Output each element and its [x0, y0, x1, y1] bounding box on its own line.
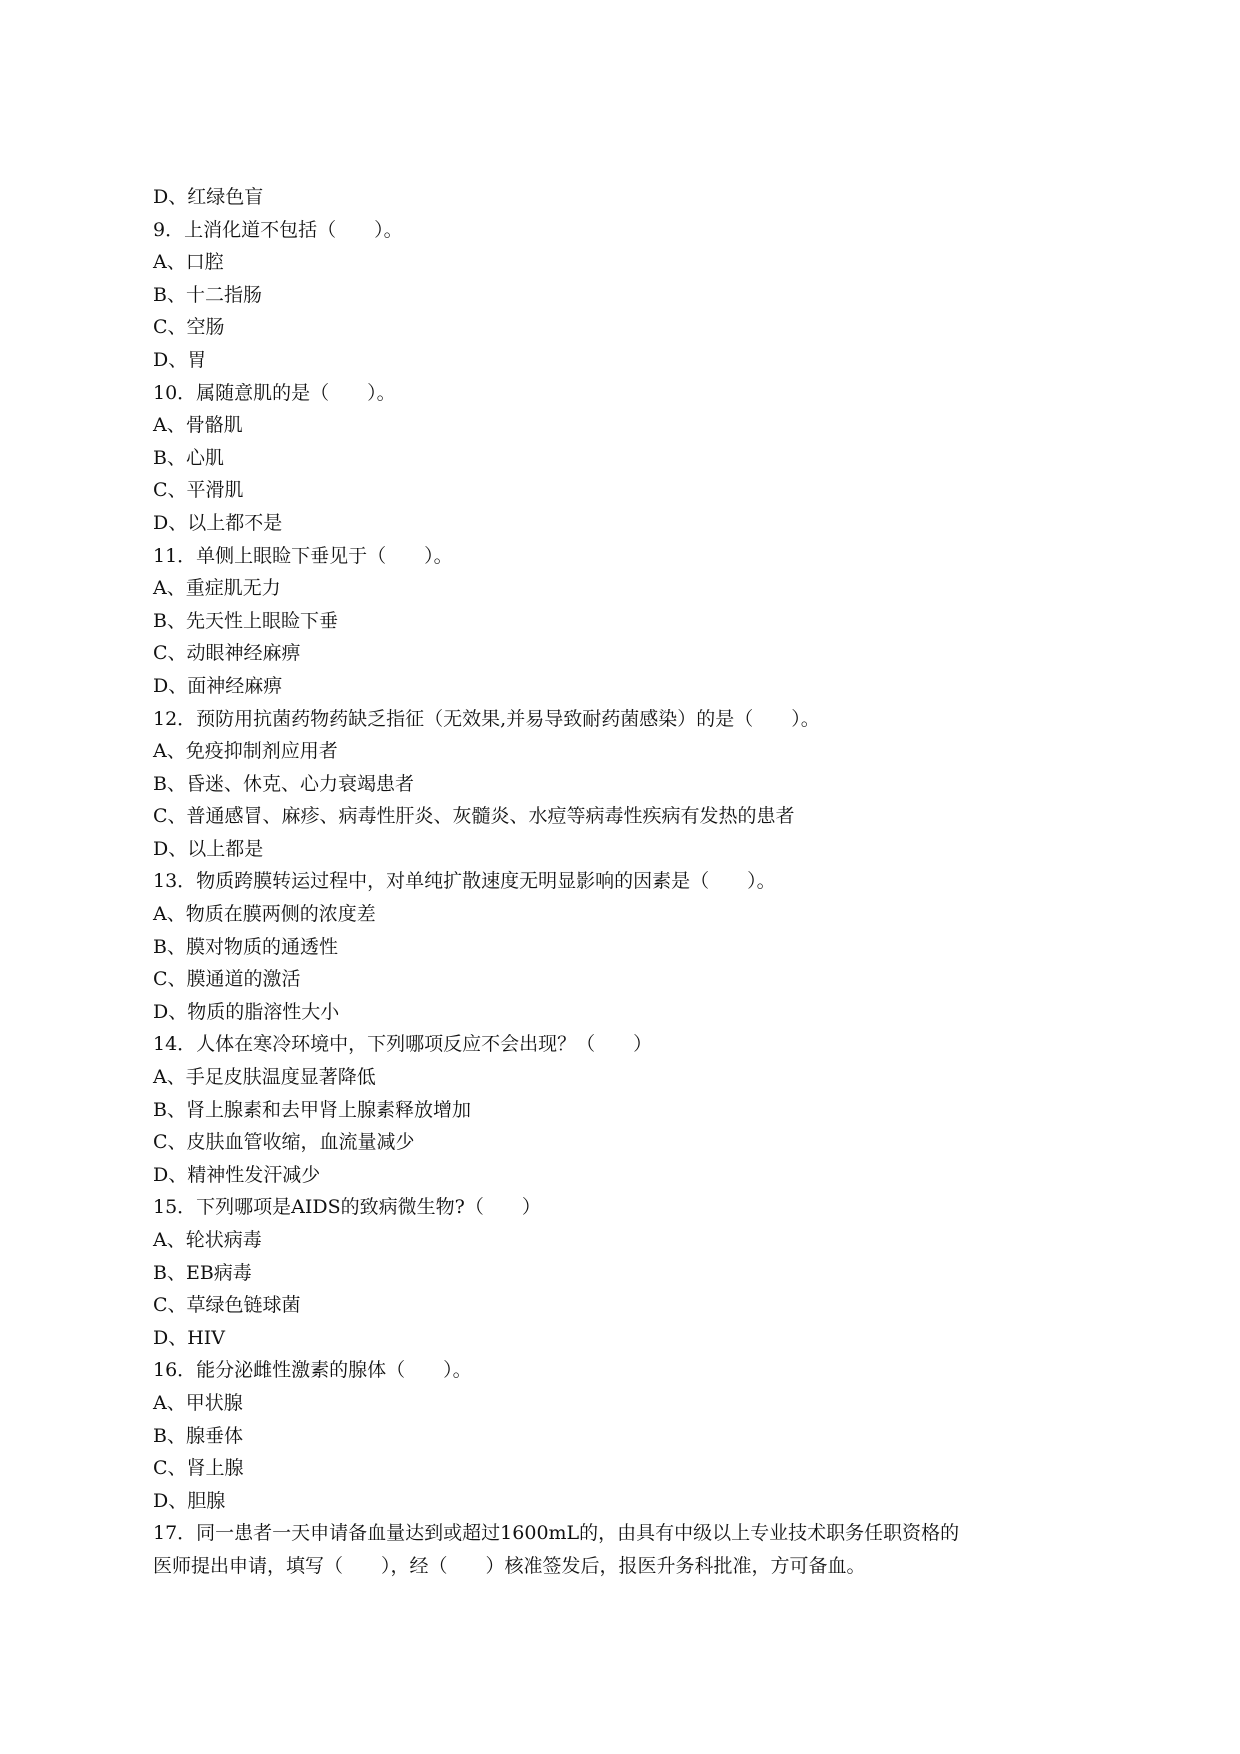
question-14: 14．人体在寒冷环境中，下列哪项反应不会出现？（ ） — [153, 1033, 653, 1056]
answer-option: C、肾上腺 — [153, 1457, 244, 1480]
answer-option: C、普通感冒、麻疹、病毒性肝炎、灰髓炎、水痘等病毒性疾病有发热的患者 — [153, 805, 795, 828]
answer-option: A、骨骼肌 — [153, 414, 243, 437]
answer-option: D、精神性发汗减少 — [153, 1163, 321, 1186]
answer-option: C、动眼神经麻痹 — [153, 642, 301, 665]
answer-option: B、十二指肠 — [153, 283, 262, 306]
answer-option: C、皮肤血管收缩，血流量减少 — [153, 1131, 415, 1154]
answer-option: A、手足皮肤温度显著降低 — [153, 1066, 376, 1089]
answer-option: B、昏迷、休克、心力衰竭患者 — [153, 772, 414, 795]
answer-option: A、口腔 — [153, 251, 224, 274]
answer-option: D、面神经麻痹 — [153, 674, 283, 697]
document-body — [153, 181, 1103, 1583]
question-15: 15．下列哪项是AIDS的致病微生物?（ ） — [153, 1196, 541, 1219]
answer-option: C、空肠 — [153, 316, 225, 339]
answer-option: D、红绿色盲 — [153, 186, 264, 208]
answer-option: D、以上都不是 — [153, 511, 283, 534]
answer-option: C、膜通道的激活 — [153, 968, 301, 991]
answer-option: C、平滑肌 — [153, 479, 244, 502]
question-9: 9．上消化道不包括（ ）。 — [153, 218, 403, 241]
answer-option: A、免疫抑制剂应用者 — [153, 740, 338, 763]
question-16: 16．能分泌雌性激素的腺体（ ）。 — [153, 1359, 472, 1382]
answer-option: D、胆腺 — [153, 1489, 226, 1512]
answer-option: C、草绿色链球菌 — [153, 1294, 301, 1317]
answer-option: B、腺垂体 — [153, 1424, 243, 1447]
answer-option: A、物质在膜两侧的浓度差 — [153, 903, 376, 926]
answer-option: D、HIV — [153, 1326, 226, 1349]
question-17: 17．同一患者一天申请备血量达到或超过1600mL的，由具有中级以上专业技术职务任职资格的 — [153, 1522, 960, 1545]
question-12: 12．预防用抗菌药物药缺乏指征（无效果,并易导致耐药菌感染）的是（ ）。 — [153, 707, 820, 730]
answer-option: B、EB病毒 — [153, 1261, 252, 1284]
question-10: 10．属随意肌的是（ ）。 — [153, 381, 396, 404]
question-13: 13．物质跨膜转运过程中，对单纯扩散速度无明显影响的因素是（ ）。 — [153, 870, 776, 893]
answer-option: B、膜对物质的通透性 — [153, 935, 338, 958]
answer-option: D、以上都是 — [153, 837, 264, 860]
answer-option: A、重症肌无力 — [153, 577, 281, 600]
answer-option: D、胃 — [153, 348, 207, 371]
answer-option: B、先天性上眼睑下垂 — [153, 609, 338, 632]
answer-option: B、肾上腺素和去甲肾上腺素释放增加 — [153, 1098, 471, 1121]
answer-option: A、甲状腺 — [153, 1391, 243, 1414]
question-17-continued: 医师提出申请，填写（ ），经（ ）核准签发后，报医升务科批准，方可备血。 — [153, 1554, 866, 1577]
question-11: 11．单侧上眼睑下垂见于（ ）。 — [153, 544, 453, 567]
answer-option: A、轮状病毒 — [153, 1229, 262, 1251]
answer-option: B、心肌 — [153, 446, 224, 469]
answer-option: D、物质的脂溶性大小 — [153, 1000, 340, 1023]
